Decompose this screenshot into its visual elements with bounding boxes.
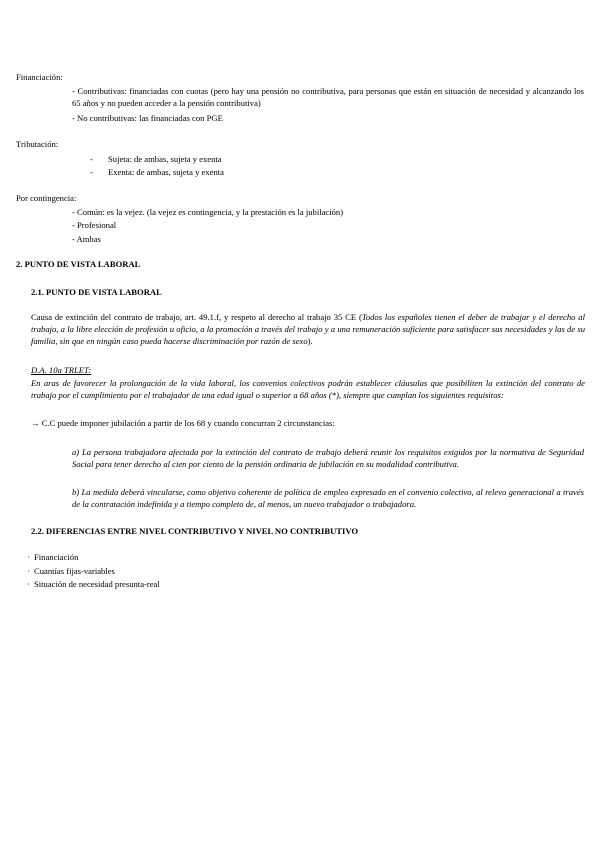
bullet-dot: · bbox=[27, 552, 30, 562]
diferencia-item: Cuantías fijas-variables bbox=[34, 566, 115, 576]
da-10-text: En aras de favorecer la prolongación de la vida laboral, los convenios colectivos podrán establecer cláusulas que posibiliten la extinción del contrato de trabajo por el cumplimiento por el trabajador de una edad igual o superior a 68 años (*), siempre que cumplan los siguientes requisitos: bbox=[31, 378, 585, 400]
tributacion-bullet: - bbox=[90, 154, 93, 164]
causa-extincion-end: ). bbox=[307, 336, 313, 346]
financiacion-item-no-contributivas: - No contributivas: las financiadas con PGE bbox=[72, 113, 223, 123]
section-2-2-title: 2.2. DIFERENCIAS ENTRE NIVEL CONTRIBUTIVO Y NIVEL NO CONTRIBUTIVO bbox=[31, 526, 359, 536]
tributacion-heading: Tributación: bbox=[16, 139, 59, 149]
diferencia-item: Financiación bbox=[34, 552, 79, 562]
causa-extincion-text: Causa de extinción del contrato de trabajo, art. 49.1.f, y respeto al derecho al trabajo 35 CE ( bbox=[31, 312, 362, 322]
financiacion-heading: Financiación: bbox=[16, 72, 63, 82]
tributacion-item-sujeta: Sujeta: de ambas, sujeta y exenta bbox=[108, 154, 222, 164]
causa-extincion-paragraph bbox=[31, 311, 585, 347]
arrow-line: → C.C puede imponer jubilación a partir de los 68 y cuando concurran 2 circunstancias: bbox=[31, 418, 335, 428]
bullet-dot: · bbox=[27, 579, 30, 589]
contingencia-item-profesional: - Profesional bbox=[72, 220, 117, 230]
requisito-a: a) La persona trabajadora afectada por la extinción del contrato de trabajo deberá reunir los requisitos exigidos por la normativa de Seguridad Social para tener derecho al cien por ciento de la pensión ordinaria de jubilación en su modalidad contributiva. bbox=[72, 447, 584, 469]
da-10-title: D.A. 10a TRLET: bbox=[31, 365, 92, 375]
diferencia-item: Situación de necesidad presunta-real bbox=[34, 579, 160, 589]
tributacion-item-exenta: Exenta: de ambas, sujeta y exenta bbox=[108, 167, 224, 177]
contingencia-item-ambas: - Ambas bbox=[72, 234, 101, 244]
bullet-dot: · bbox=[27, 566, 30, 576]
art-35-ce-quote: Todos los españoles tienen el deber de trabajar y el derecho al trabajo, a la libre elección de profesión u oficio, a la promoción a través del trabajo y a una remuneración suficiente para satisfacer sus necesidades y las de su familia, sin que en ningún caso pueda hacerse discriminación por razón de sexo bbox=[31, 312, 585, 346]
requisito-b: b) La medida deberá vincularse, como objetivo coherente de política de empleo expresado en el convenio colectivo, al relevo generacional a través de la contratación indefinida y a tiempo completo de, al menos, un nuevo trabajador o trabajadora. bbox=[72, 487, 584, 509]
contingencia-item-comun: - Común: es la vejez. (la vejez es contingencia, y la prestación es la jubilación) bbox=[72, 207, 344, 217]
section-2-1-title: 2.1. PUNTO DE VISTA LABORAL bbox=[31, 287, 162, 297]
section-2-title: 2. PUNTO DE VISTA LABORAL bbox=[16, 259, 141, 269]
tributacion-bullet: - bbox=[90, 167, 93, 177]
financiacion-item-contributivas: - Contributivas: financiadas con cuotas (pero hay una pensión no contributiva, para personas que están en situación de necesidad y alcanzando los 65 años y no pueden acceder a la pensión contributiva) bbox=[72, 86, 584, 108]
contingencia-heading: Por contingencia: bbox=[16, 193, 77, 203]
